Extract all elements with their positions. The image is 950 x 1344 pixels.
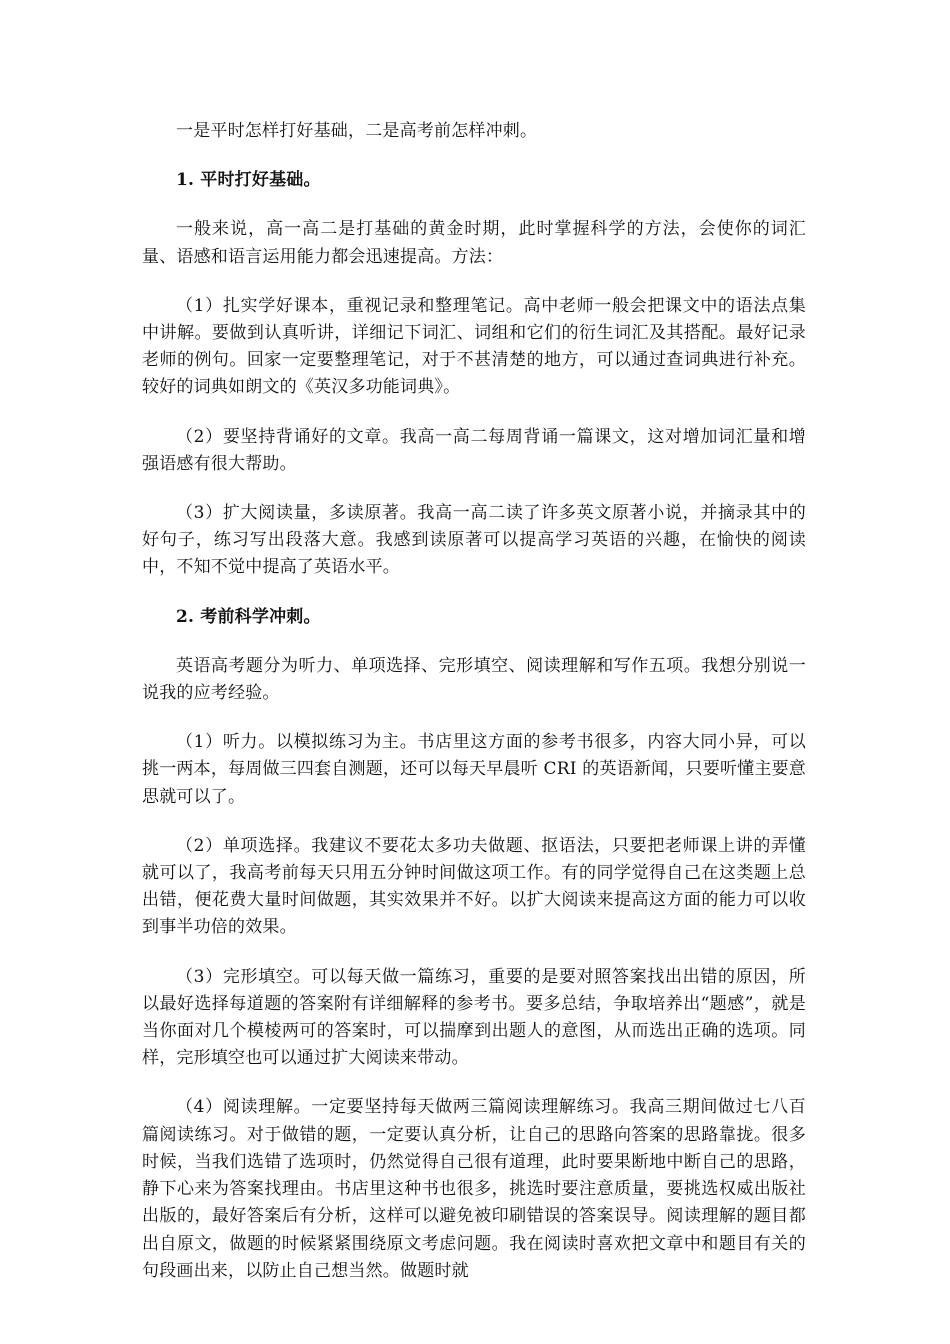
basics-method-1-paragraph: （1）扎实学好课本，重视记录和整理笔记。高中老师一般会把课文中的语法点集中讲解。要做到认真听讲，详细记下词汇、词组和它们的衍生词汇及其搭配。最好记录老师的例句。回家一定要整理笔记，对于不甚清楚的地方，可以通过查词典进行补充。较好的词典如朗文的《英汉多功能词典》。 <box>142 295 806 398</box>
exam-multiple-choice-paragraph: （2）单项选择。我建议不要花太多功夫做题、抠语法，只要把老师课上讲的弄懂就可以了，我高考前每天只用五分钟时间做这项工作。有的同学觉得自己在这类题上总出错，便花费大量时间做题，其实效果并不好。以扩大阅读来提高这方面的能力可以收到事半功倍的效果。 <box>142 835 806 938</box>
section-heading-basics: 1. 平时打好基础。 <box>176 170 321 191</box>
basics-method-3-paragraph: （3）扩大阅读量，多读原著。我高一高二读了许多英文原著小说，并摘录其中的好句子，练习写出段落大意。我感到读原著可以提高学习英语的兴趣，在愉快的阅读中，不知不觉中提高了英语水平。 <box>142 503 806 578</box>
exam-intro-paragraph: 英语高考题分为听力、单项选择、完形填空、阅读理解和写作五项。我想分别说一说我的应考经验。 <box>142 655 806 704</box>
intro-paragraph: 一是平时怎样打好基础，二是高考前怎样冲刺。 <box>176 121 538 141</box>
basics-intro-paragraph: 一般来说，高一高二是打基础的黄金时期，此时掌握科学的方法，会使你的词汇量、语感和语言运用能力都会迅速提高。方法： <box>142 219 806 267</box>
basics-method-2-paragraph: （2）要坚持背诵好的文章。我高一高二每周背诵一篇课文，这对增加词汇量和增强语感有很大帮助。 <box>142 426 806 474</box>
document-body <box>142 118 806 1285</box>
exam-reading-paragraph: （4）阅读理解。一定要坚持每天做两三篇阅读理解练习。我高三期间做过七八百篇阅读练习。对于做错的题，一定要认真分析，让自己的思路向答案的思路靠拢。很多时候，当我们选错了选项时，仍然觉得自己很有道理，此时要果断地中断自己的思路，静下心来为答案找理由。书店里这种书也很多，挑选时要注意质量，要挑选权威出版社出版的，最好答案后有分析，这样可以避免被印刷错误的答案误导。阅读理解的题目都出自原文，做题的时候紧紧围绕原文考虑问题。我在阅读时喜欢把文章中和题目有关的句段画出来，以防止自己想当然。做题时就 <box>142 1097 806 1281</box>
exam-listening-paragraph: （1）听力。以模拟练习为主。书店里这方面的参考书很多，内容大同小异，可以挑一两本，每周做三四套自测题，还可以每天早晨听 CRI 的英语新闻，只要听懂主要意思就可以了。 <box>142 732 806 807</box>
section-heading-exam-sprint: 2. 考前科学冲刺。 <box>176 606 321 627</box>
exam-cloze-paragraph: （3）完形填空。可以每天做一篇练习，重要的是要对照答案找出出错的原因，所以最好选择每道题的答案附有详细解释的参考书。要多总结，争取培养出“题感”，就是当你面对几个模棱两可的答案时，可以揣摩到出题人的意图，从而选出正确的选项。同样，完形填空也可以通过扩大阅读来带动。 <box>142 966 806 1069</box>
